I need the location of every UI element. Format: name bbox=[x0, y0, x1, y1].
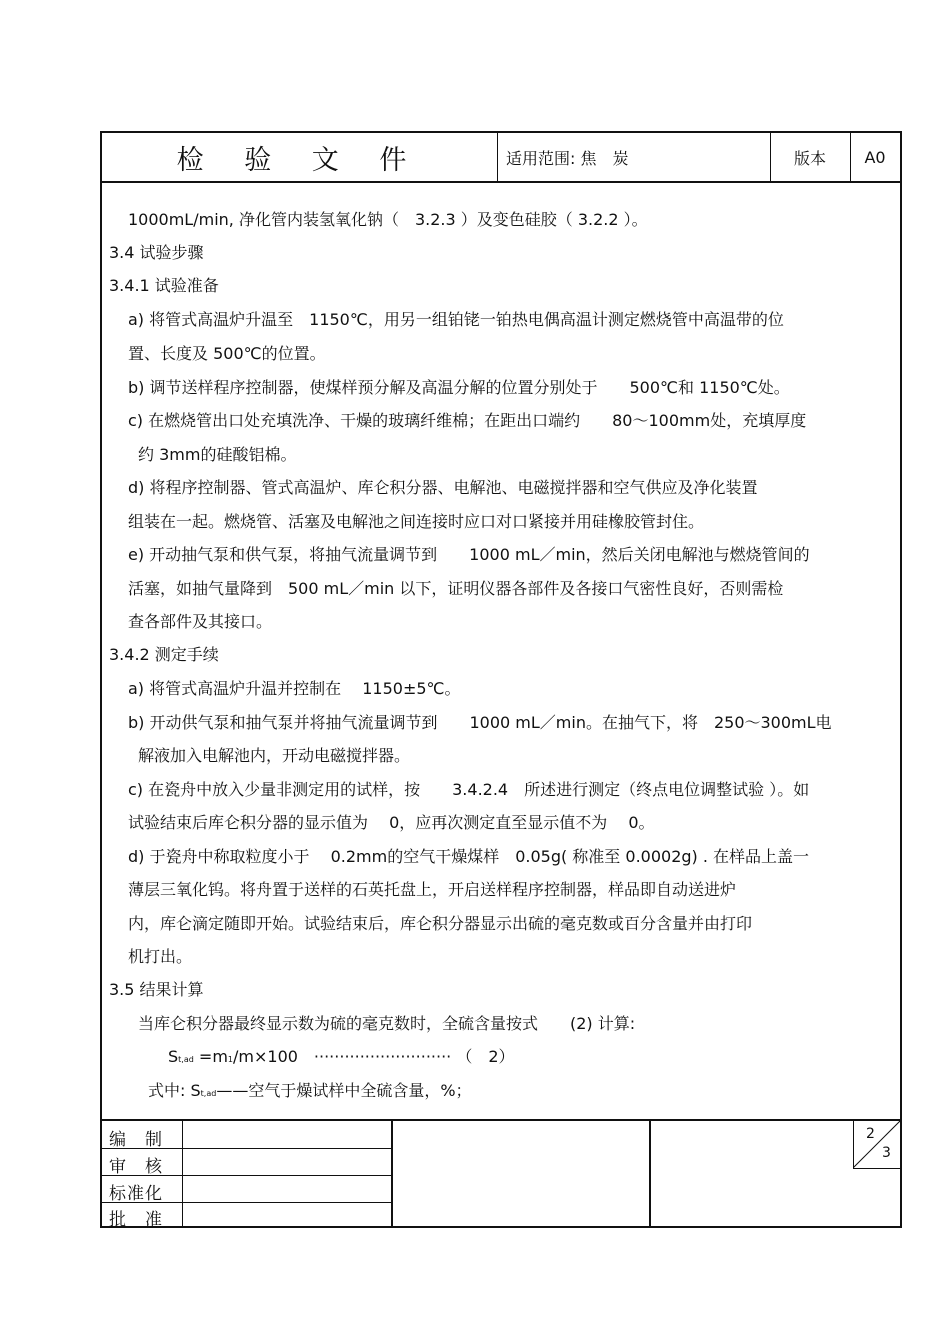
text-line: 解液加入电解池内，开动电磁搅拌器。 bbox=[138, 746, 411, 765]
text-line: 约 3mm的硅酸铝棉。 bbox=[138, 445, 297, 464]
text-line: d) 于瓷舟中称取粒度小于 0.2mm的空气干燥煤样 0.05g( 称准至 0.0002g) . 在样品上盖一 bbox=[128, 847, 810, 866]
text-line: 组装在一起。燃烧管、活塞及电解池之间连接时应口对口紧接并用硅橡胶管封住。 bbox=[128, 512, 705, 531]
section-heading: 3.5 结果计算 bbox=[109, 980, 204, 999]
text-line: 当库仑积分器最终显示数为硫的毫克数时，全硫含量按式 (2) 计算: bbox=[138, 1014, 636, 1033]
formula-subscript: t,ad bbox=[178, 1055, 194, 1064]
subsection-heading: 3.4.1 试验准备 bbox=[109, 276, 219, 295]
text-line: b) 开动供气泵和抽气泵并将抽气流量调节到 1000 mL／min。在抽气下，将 250～300mL电 bbox=[128, 713, 832, 732]
text-line: 置、长度及 500℃的位置。 bbox=[128, 344, 326, 363]
signature-footer bbox=[102, 1119, 900, 1228]
document-body bbox=[102, 183, 900, 1119]
signature-label-approved: 批 准 bbox=[109, 1210, 163, 1230]
footer-divider bbox=[649, 1121, 651, 1228]
scope-field: 适用范围: 焦 炭 bbox=[506, 148, 629, 168]
formula-text: /m×100 ··························· （ 2） bbox=[233, 1047, 515, 1066]
text-line: d) 将程序控制器、管式高温炉、库仑积分器、电解池、电磁搅拌器和空气供应及净化装置 bbox=[128, 478, 758, 497]
text-line: 内，库仑滴定随即开始。试验结束后，库仑积分器显示出硫的毫克数或百分含量并由打印 bbox=[128, 914, 753, 933]
text-line: 1000mL/min, 净化管内装氢氧化钠（ 3.2.3 ）及变色硅胶（ 3.2.2 ）。 bbox=[128, 210, 648, 229]
formula-subscript: 1 bbox=[227, 1055, 233, 1064]
formula-legend bbox=[148, 1081, 472, 1104]
version-label: 版本 bbox=[793, 148, 826, 168]
legend-text: ——空气于燥试样中全硫含量，%； bbox=[216, 1081, 472, 1100]
text-line: a) 将管式高温炉升温并控制在 1150±5℃。 bbox=[128, 679, 461, 698]
footer-divider bbox=[853, 1168, 900, 1169]
section-heading: 3.4 试验步骤 bbox=[109, 243, 204, 262]
signature-label-standardized: 标准化 bbox=[109, 1184, 163, 1204]
legend-text: 式中: S bbox=[148, 1081, 201, 1100]
text-line: e) 开动抽气泵和供气泵，将抽气流量调节到 1000 mL／min，然后关闭电解池与燃烧管间的 bbox=[128, 545, 810, 564]
text-line: 查各部件及其接口。 bbox=[128, 612, 273, 631]
text-line: a) 将管式高温炉升温至 1150℃，用另一组铂铑一铂热电偶高温计测定燃烧管中高温带的位 bbox=[128, 310, 784, 329]
page-current: 2 bbox=[866, 1126, 875, 1142]
header-divider bbox=[497, 133, 498, 181]
text-line: 机打出。 bbox=[128, 947, 193, 966]
subsection-heading: 3.4.2 测定手续 bbox=[109, 645, 219, 664]
page-total: 3 bbox=[882, 1145, 891, 1161]
text-line: 试验结束后库仑积分器的显示值为 0，应再次测定直至显示值不为 0。 bbox=[128, 813, 655, 832]
signature-label-reviewed: 审 核 bbox=[109, 1157, 163, 1177]
text-line: b) 调节送样程序控制器，使煤样预分解及高温分解的位置分别处于 500℃和 1150℃处。 bbox=[128, 378, 790, 397]
formula-symbol: S bbox=[168, 1047, 179, 1066]
page-slash bbox=[853, 1121, 900, 1168]
text-line: 活塞，如抽气量降到 500 mL／min 以下，证明仪器各部件及各接口气密性良好，否则需检 bbox=[128, 579, 784, 598]
document-title: 检 验 文 件 bbox=[176, 144, 423, 176]
text-line: 薄层三氧化钨。将舟置于送样的石英托盘上，开启送样程序控制器，样品即自动送进炉 bbox=[128, 880, 737, 899]
version-value: A0 bbox=[864, 147, 886, 167]
formula-line bbox=[168, 1047, 515, 1070]
text-line: c) 在燃烧管出口处充填洗净、干燥的玻璃纤维棉；在距出口端约 80～100mm处，充填厚度 bbox=[128, 411, 807, 430]
legend-subscript: t,ad bbox=[200, 1089, 217, 1098]
formula-text: =m bbox=[193, 1047, 228, 1066]
text-line: c) 在瓷舟中放入少量非测定用的试样，按 3.4.2.4 所述进行测定（终点电位调整试验 ）。如 bbox=[128, 780, 810, 799]
document-header bbox=[102, 133, 900, 183]
signature-label-drafted: 编 制 bbox=[109, 1130, 163, 1150]
document-frame bbox=[100, 131, 902, 1228]
